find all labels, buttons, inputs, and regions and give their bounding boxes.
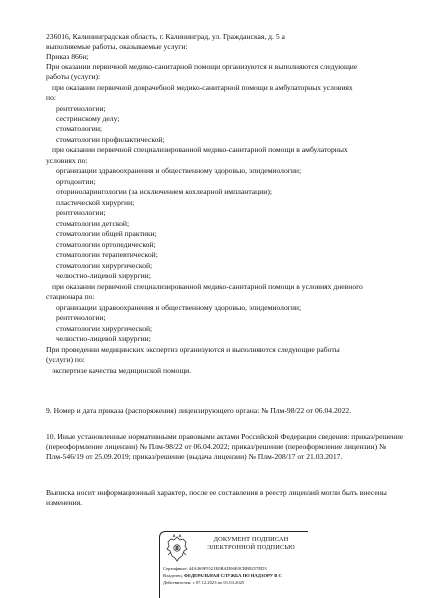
document-line: работы (услуги):	[46, 72, 101, 81]
stamp-certificate-value: 44A369F5521E0BAD06E0CBB8257ED3	[188, 566, 267, 571]
document-line: экспертизе качества медицинской помощи.	[52, 366, 192, 375]
document-line: пластической хирургии;	[56, 198, 135, 207]
stamp-valid-value: с 07.12.2023 по 01.03.2025	[192, 580, 245, 585]
stamp-certificate	[163, 566, 267, 572]
stamp-validity	[163, 580, 244, 586]
document-line: при оказании первичной доврачебной медико-санитарной помощи в амбулаторных условиях	[52, 83, 353, 92]
document-line: рентгенологии;	[56, 313, 106, 322]
document-line: оториноларингологии (за исключением кохлеарной имплантации);	[56, 187, 272, 196]
document-line: При оказании первичной медико-санитарной помощи организуются и выполняются следующие	[46, 62, 358, 71]
stamp-title-line1: ДОКУМЕНТ ПОДПИСАН	[213, 536, 289, 543]
document-line: (услуги) по:	[46, 355, 85, 364]
document-line: 236016, Калининградская область, г. Калининград, ул. Гражданская, д. 5 а	[46, 32, 285, 41]
document-line: стационара по:	[46, 292, 95, 301]
document-line: челюстно-лицевой хирургии;	[56, 271, 151, 280]
stamp-title-line2: ЭЛЕКТРОННОЙ ПОДПИСЬЮ	[207, 544, 295, 551]
document-line: условиях по:	[46, 156, 88, 165]
section-9-order-number: 9. Номер и дата приказа (распоряжения) лицензирующего органа: № Плм-98/22 от 06.04.2022.	[46, 406, 352, 415]
document-line: при оказании первичной специализированной медико-санитарной помощи в амбулаторных	[52, 145, 348, 154]
document-line: выполняемые работы, оказываемые услуги:	[46, 42, 188, 51]
document-line: рентгенологии;	[56, 208, 106, 217]
coat-of-arms-emblem-icon	[164, 534, 190, 564]
informational-note: Выписка носит информационный характер, после ее составления в реестр лицензий могли быть внесены изменения.	[46, 488, 387, 507]
document-line: по:	[46, 93, 56, 102]
document-line: стоматологии общей практики;	[56, 229, 157, 238]
section-10-other-info: 10. Иные установленные нормативными правовыми актами Российской Федерации сведения: приказ/решение (переоформление лицензии) № Плм-98/22 от 06.04.2022; приказ/решение (переоформление лицензии) № Плм-546/19 от 25.09.2019; приказ/решение (выдача лицензии) № Плм-208/17 от 21.03.2017.	[46, 432, 404, 461]
document-line: при оказании первичной специализированной медико-санитарной помощи в условиях дневного	[52, 282, 363, 291]
document-line: челюстно-лицевой хирургии;	[56, 334, 151, 343]
document-line: организации здравоохранения и общественному здоровью, эпидемиологии;	[56, 303, 302, 312]
stamp-owner	[163, 573, 282, 579]
document-line: При проведении медицинских экспертиз организуются и выполняются следующие работы	[46, 345, 340, 354]
document-line: стоматологии;	[56, 124, 103, 133]
stamp-title	[197, 536, 305, 552]
document-line: Приказ 866н;	[46, 52, 89, 61]
document-line: стоматологии ортопедической;	[56, 240, 156, 249]
document-line: сестринскому делу;	[56, 114, 120, 123]
stamp-owner-value: ФЕДЕРАЛЬНАЯ СЛУЖБА ПО НАДЗОРУ В С	[184, 573, 282, 578]
stamp-valid-label: Действителен:	[163, 580, 192, 585]
document-line: стоматологии терапевтической;	[56, 250, 158, 259]
document-line: стоматологии хирургической;	[56, 261, 153, 270]
document-line: рентгенологии;	[56, 104, 106, 113]
stamp-certificate-label: Сертификат:	[163, 566, 188, 571]
document-line: организации здравоохранения и общественному здоровью, эпидемиологии;	[56, 166, 302, 175]
electronic-signature-stamp	[159, 531, 309, 597]
document-line: стоматологии детской;	[56, 219, 130, 228]
document-line: ортодонтии;	[56, 177, 96, 186]
document-line: стоматологии профилактической;	[56, 135, 165, 144]
document-line: стоматологии хирургической;	[56, 324, 153, 333]
stamp-owner-label: Владелец:	[163, 573, 183, 578]
